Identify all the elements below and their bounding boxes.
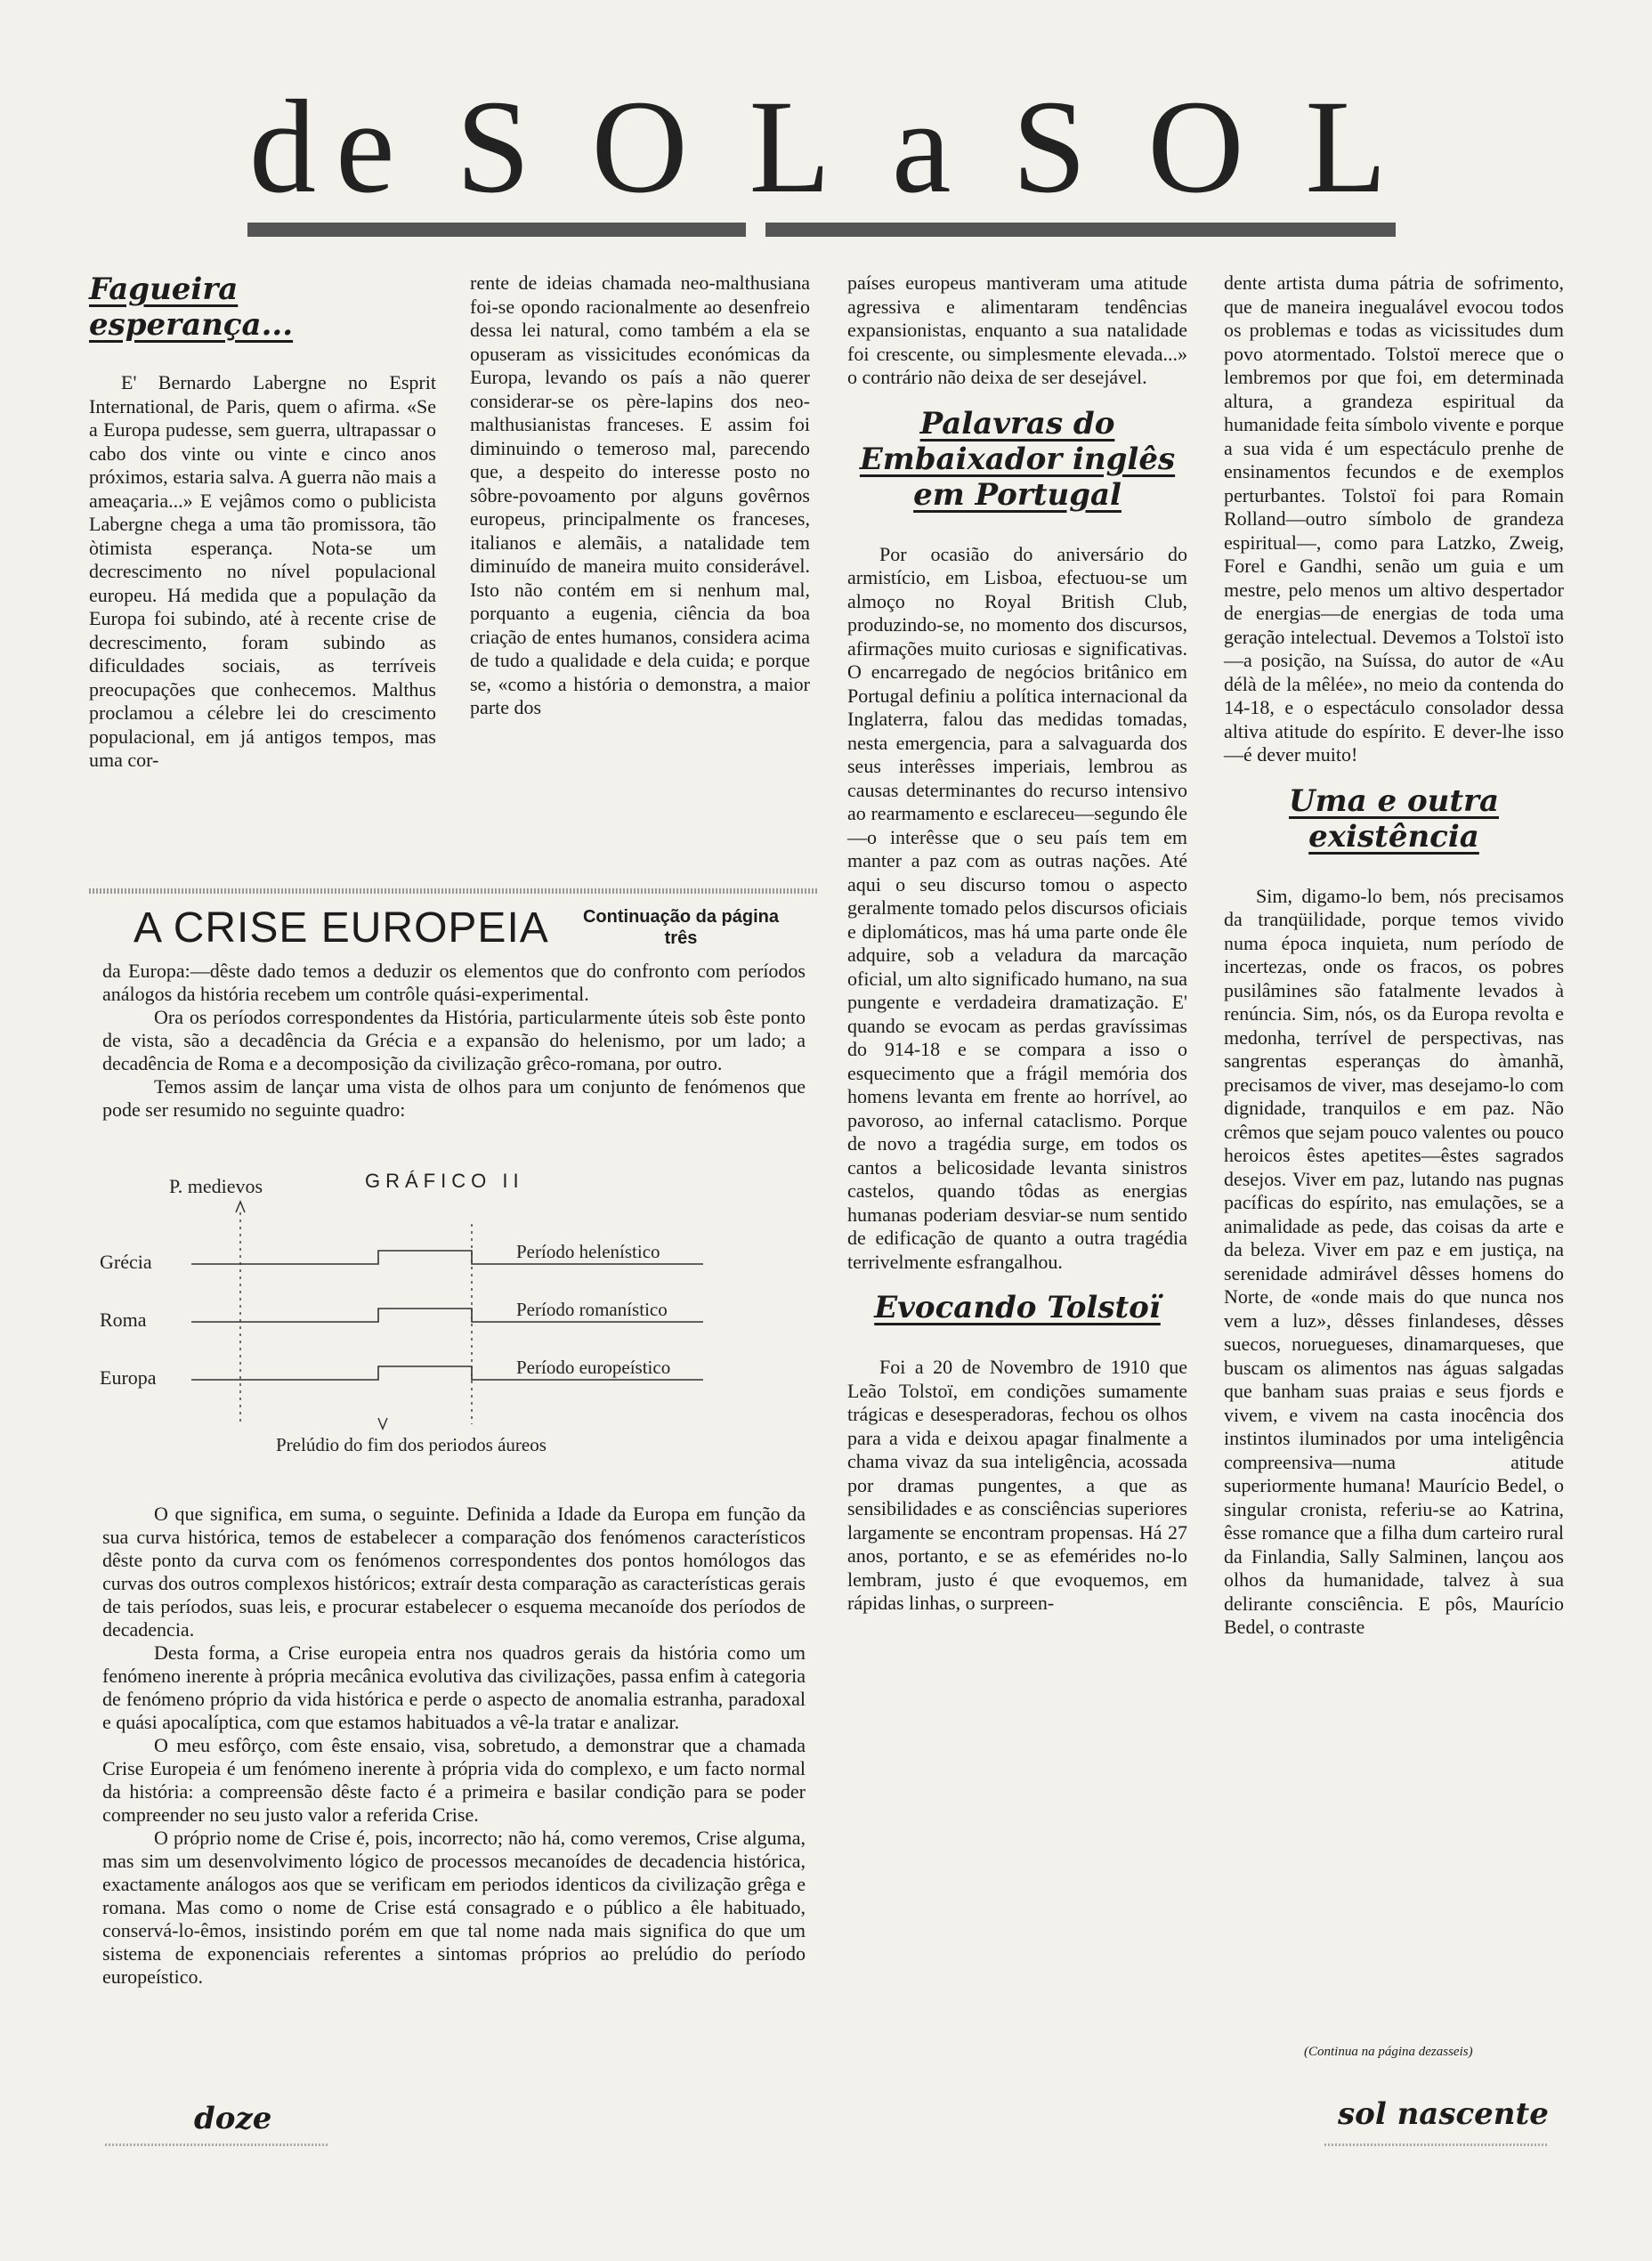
- heading-palavras: Palavras do Embaixador inglês em Portugal: [859, 405, 1176, 513]
- chart-period-label: Período romanístico: [516, 1299, 668, 1320]
- page-number: doze: [194, 2101, 272, 2136]
- article-paragraph: Temos assim de lançar uma vista de olhos para um conjunto de fenómenos que pode ser resumido no seguinte quadro:: [102, 1075, 806, 1121]
- chart-arrow-up: [236, 1202, 245, 1212]
- crise-body: [102, 1503, 806, 1989]
- article-paragraph: rente de ideias chamada neo-malthusiana foi-se opondo racionalmente ao desenfreio dessa lei natural, como também a ela se opuseram as vissicitudes económicas da Europa, levando os país a não querer considerar-se os père-lapins dos neo-malthusianistas franceses. E assim foi diminuindo o temeroso mal, parecendo que, a despeito do interesse posto no sôbre-povoamento por alguns govêrnos europeus, principalmente os franceses, italianos e alemãis, a natalidade tem diminuído de maneira muito considerável. Isto não contém em si nenhum mal, porquanto a eugenia, ciência da boa criação de entes humanos, considera acima de tudo a qualidade e dela cuida; e porque se, «como a história o demonstra, a maior parte dos: [470, 271, 810, 718]
- article-paragraph: O meu esfôrço, com êste ensaio, visa, sobretudo, a demonstrar que a chamada Crise Europeia é um fenómeno inerente à própria vida do complexo, e um facto normal da história: a compreensão dêste facto é a primeira e basilar condição para se poder compreender no seu justo valor a referida Crise.: [102, 1734, 806, 1826]
- heading-fagueira: Fagueira esperança...: [89, 271, 294, 343]
- chart-row-label: Grécia: [100, 1251, 152, 1273]
- article-paragraph: da Europa:—dêste dado temos a deduzir os elementos que do confronto com períodos análogos da história recebem um contrôle quási-experimental.: [102, 960, 806, 1005]
- masthead-letter: O: [591, 73, 708, 221]
- article-paragraph: dente artista duma pátria de sofrimento, que de maneira inegualável evocou todos os problemas e todas as vicissitudes dum povo atormentado. Tolstoï merece que o lembremos por que foi, em determinada altura, a grandeza espiritual da humanidade feita símbolo vivente e porque a sua vida é um espectáculo prenhe de ensinamentos fecundos e de exemplos perturbantes. Tolstoï foi para Romain Rolland—outro símbolo de grandeza espiritual—, como para Latzko, Zweig, Forel e Gandhi, senão um guia e um mestre, pelo menos um altivo despertador de energias—de energias de toda uma geração intelectual. Devemos a Tolstoï isto—a posição, na Suíssa, do autor de «Au délà de la mêlée», no meio da contenda do 14-18, e o espectáculo consolador dessa altiva atitude do espírito. E dever-lhe isso—é dever muito!: [1224, 271, 1564, 766]
- chart-top-label: P. medievos: [169, 1175, 263, 1197]
- grafico-ii-diagram: [89, 1166, 712, 1460]
- article-paragraph: Sim, digamo-lo bem, nós precisamos da tranqüilidade, porque temos vivido numa época inquieta, num período de incertezas, onde os fracos, os pobres pusilâmines são fatalmente levados à renúncia. Sim, nós, os da Europa revolta e medonha, terrível de perspectivas, nas sangrentas esperanças do àmanhã, precisamos de viver, mas desejamo-lo com dignidade, tranquilos e em paz. Não crêmos que sejam pouco valentes ou pouco heroicos êstes apetites—êstes sagrados desejos. Viver em paz, lutando nas pugnas pacíficas do espírito, nas emulações, se a animalidade as pede, das coisas da arte e da beleza. Viver em paz e em justiça, na serenidade admirável dêsses homens do Norte, de «onde mais do que nunca nos vem a luz», dêsses finlandeses, dêsses suecos, noruegueses, dinamarqueses, que buscam os alimentos nas águas salgadas que banham suas praias e seus fjords e vivem, e vivem na casta inocência dos instintos iluminados por uma inteligência compreensiva—numa atitude superiormente humana! Maurício Bedel, o singular cronista, referiu-se ao Katrina, êsse romance que a filha dum carteiro rural da Finlandia, Sally Salminen, lançou aos olhos da humanidade, talvez à sua delirante consciência. E pôs, Maurício Bedel, o contraste: [1224, 884, 1564, 1638]
- article-paragraph: Foi a 20 de Novembro de 1910 que Leão Tolstoï, em condições sumamente trágicas e desesperadoras, fechou os olhos para a vida e deixou apagar finalmente a chama vivaz da sua inteligência, acossada por dramas pungentes, a que as sensibilidades e as consciências superiores largamente se encontram propensas. Há 27 anos, portanto, e se as efemérides no-lo lembram, justo é que evoquemos, em rápidas linhas, o surpreen-: [847, 1356, 1187, 1614]
- crise-title: A CRISE EUROPEIA: [134, 904, 549, 952]
- chart-row-label: Roma: [100, 1309, 147, 1331]
- crise-intro: [102, 960, 806, 1122]
- heading-existencia: Uma e outra existência: [1288, 782, 1499, 855]
- masthead: [249, 73, 1406, 221]
- article-paragraph: países europeus mantiveram uma atitude agressiva e alimentaram tendências expansionistas, enquanto a sua natalidade foi crescente, ou simplesmente elevada...» o contrário não deixa de ser desejável.: [847, 271, 1187, 388]
- continuation-note: (Continua na página dezasseis): [1304, 2045, 1473, 2059]
- article-paragraph: Ora os períodos correspondentes da História, particularmente úteis sob êste ponto de vista, são a decadência da Grécia e a expansão do helenismo, por um lado; a decadência de Roma e a decomposição da civilização grêco-romana, por outro.: [102, 1006, 806, 1074]
- heading-tolstoi: Evocando Tolstoï: [874, 1290, 1161, 1325]
- article-paragraph: O próprio nome de Crise é, pois, incorrecto; não há, como veremos, Crise alguma, mas sim um desenvolvimento lógico de processos mecanoídes de decadencia histórica, exactamente análogos aos que se verificam em periodos identicos da civilização grêga e romana. Mas como o nome de Crise está consagrado e o público a êle habituado, conservá-lo-êmos, insistindo porém em que tal nome nada mais significa do que um sistema de exponenciais referentes a sintomas próprios ao prelúdio do período europeístico.: [102, 1827, 806, 1988]
- masthead-word-de: de: [249, 73, 415, 221]
- masthead-letter: L: [749, 73, 851, 221]
- chart-row-label: Europa: [100, 1366, 157, 1389]
- masthead-rule-right: [765, 223, 1396, 237]
- column-1: [89, 271, 436, 773]
- masthead-rule-left: [247, 223, 746, 237]
- masthead-word-a: a: [891, 73, 971, 221]
- section-divider: [89, 888, 819, 894]
- publication-name: sol nascente: [1338, 2096, 1549, 2132]
- masthead-letter: L: [1305, 73, 1406, 221]
- footer-rule: [1324, 2143, 1549, 2146]
- article-paragraph: E' Bernardo Labergne no Esprit International, de Paris, quem o afirma. «Se a Europa pudesse, sem guerra, ultrapassar o cabo dos vinte ou vinte e cinco anos próximos, estaria salva. A guerra não mais a ameaçaria...» E vejâmos como o publicista Labergne chega a uma tão promissora, tão òtimista esperança. Nota-se um decrescimento no nível populacional europeu. Há medida que a população da Europa foi subindo, até à recente crise de decrescimento, foram subindo as dificuldades sociais, as terríveis preocupações que conhecemos. Malthus proclamou a célebre lei do crescimento populacional, em já antigos tempos, mas uma cor-: [89, 371, 436, 771]
- chart-bottom-label: Prelúdio do fim dos periodos áureos: [276, 1434, 547, 1455]
- chart-title: GRÁFICO II: [365, 1170, 524, 1192]
- chart-period-label: Período europeístico: [516, 1357, 671, 1378]
- masthead-letter: S: [456, 73, 550, 221]
- article-paragraph: Por ocasião do aniversário do armistício, em Lisboa, efectuou-se um almoço no Royal British Club, produzindo-se, no momento dos discursos, afirmações muito curiosas e significativas. O encarregado de negócios britânico em Portugal definiu a política internacional da Inglaterra, falou das medidas tomadas, nesta emergencia, para a salvaguarda dos seus interêsses imperiais, lembrou as causas determinantes do recurso intensivo ao rearmamento e esclareceu—segundo êle—o interêsse que o seu país tem em manter a paz com as outras nações. Até aqui o seu discurso tomou o aspecto geralmente tomado pelos discursos oficiais e diplomáticos, mas há uma parte onde êle adquire, sob a veladura da marcação oficial, um alto significado humano, na sua pungente e verdadeira dramatização. E' quando se evocam as perdas gravíssimas do 914-18 e se compara a isso o esquecimento que a frágil memória dos homens levanta em frente ao horrível, ao pavoroso, ao infernal cataclismo. Porque de novo a tragédia surge, em todos os cantos a belicosidade levanta sinistros castelos, quando tôdas as energias humanas poderiam desviar-se num sentido de edificação de quanto a outra tragédia terrivelmente esfrangalhou.: [847, 542, 1187, 1273]
- column-3: [847, 271, 1187, 1616]
- masthead-letter: S: [1012, 73, 1106, 221]
- column-2: [470, 271, 810, 720]
- masthead-letter: O: [1147, 73, 1264, 221]
- chart-arrow-down: [378, 1418, 387, 1429]
- footer-rule: [105, 2143, 328, 2146]
- chart-period-label: Período helenístico: [516, 1241, 660, 1262]
- column-4: [1224, 271, 1564, 1640]
- crise-continuation: Continuação da página três: [582, 907, 780, 948]
- article-paragraph: O que significa, em suma, o seguinte. Definida a Idade da Europa em função da sua curva histórica, temos de estabelecer a comparação dos fenómenos característicos dêste ponto da curva com os fenómenos correspondentes dos pontos homólogos das curvas dos outros complexos históricos; extraír desta comparação as características gerais de tais períodos, suas leis, e procurar estabelecer o esquema mecanoíde dos períodos de decadencia.: [102, 1503, 806, 1641]
- article-paragraph: Desta forma, a Crise europeia entra nos quadros gerais da história como um fenómeno inerente à própria mecânica evolutiva das civilizações, passa enfim à categoria de fenómeno próprio da vida histórica e perde o aspecto de anomalia estranha, paradoxal e quási apocalíptica, com que estamos habituados a vê-la tratar e analizar.: [102, 1641, 806, 1733]
